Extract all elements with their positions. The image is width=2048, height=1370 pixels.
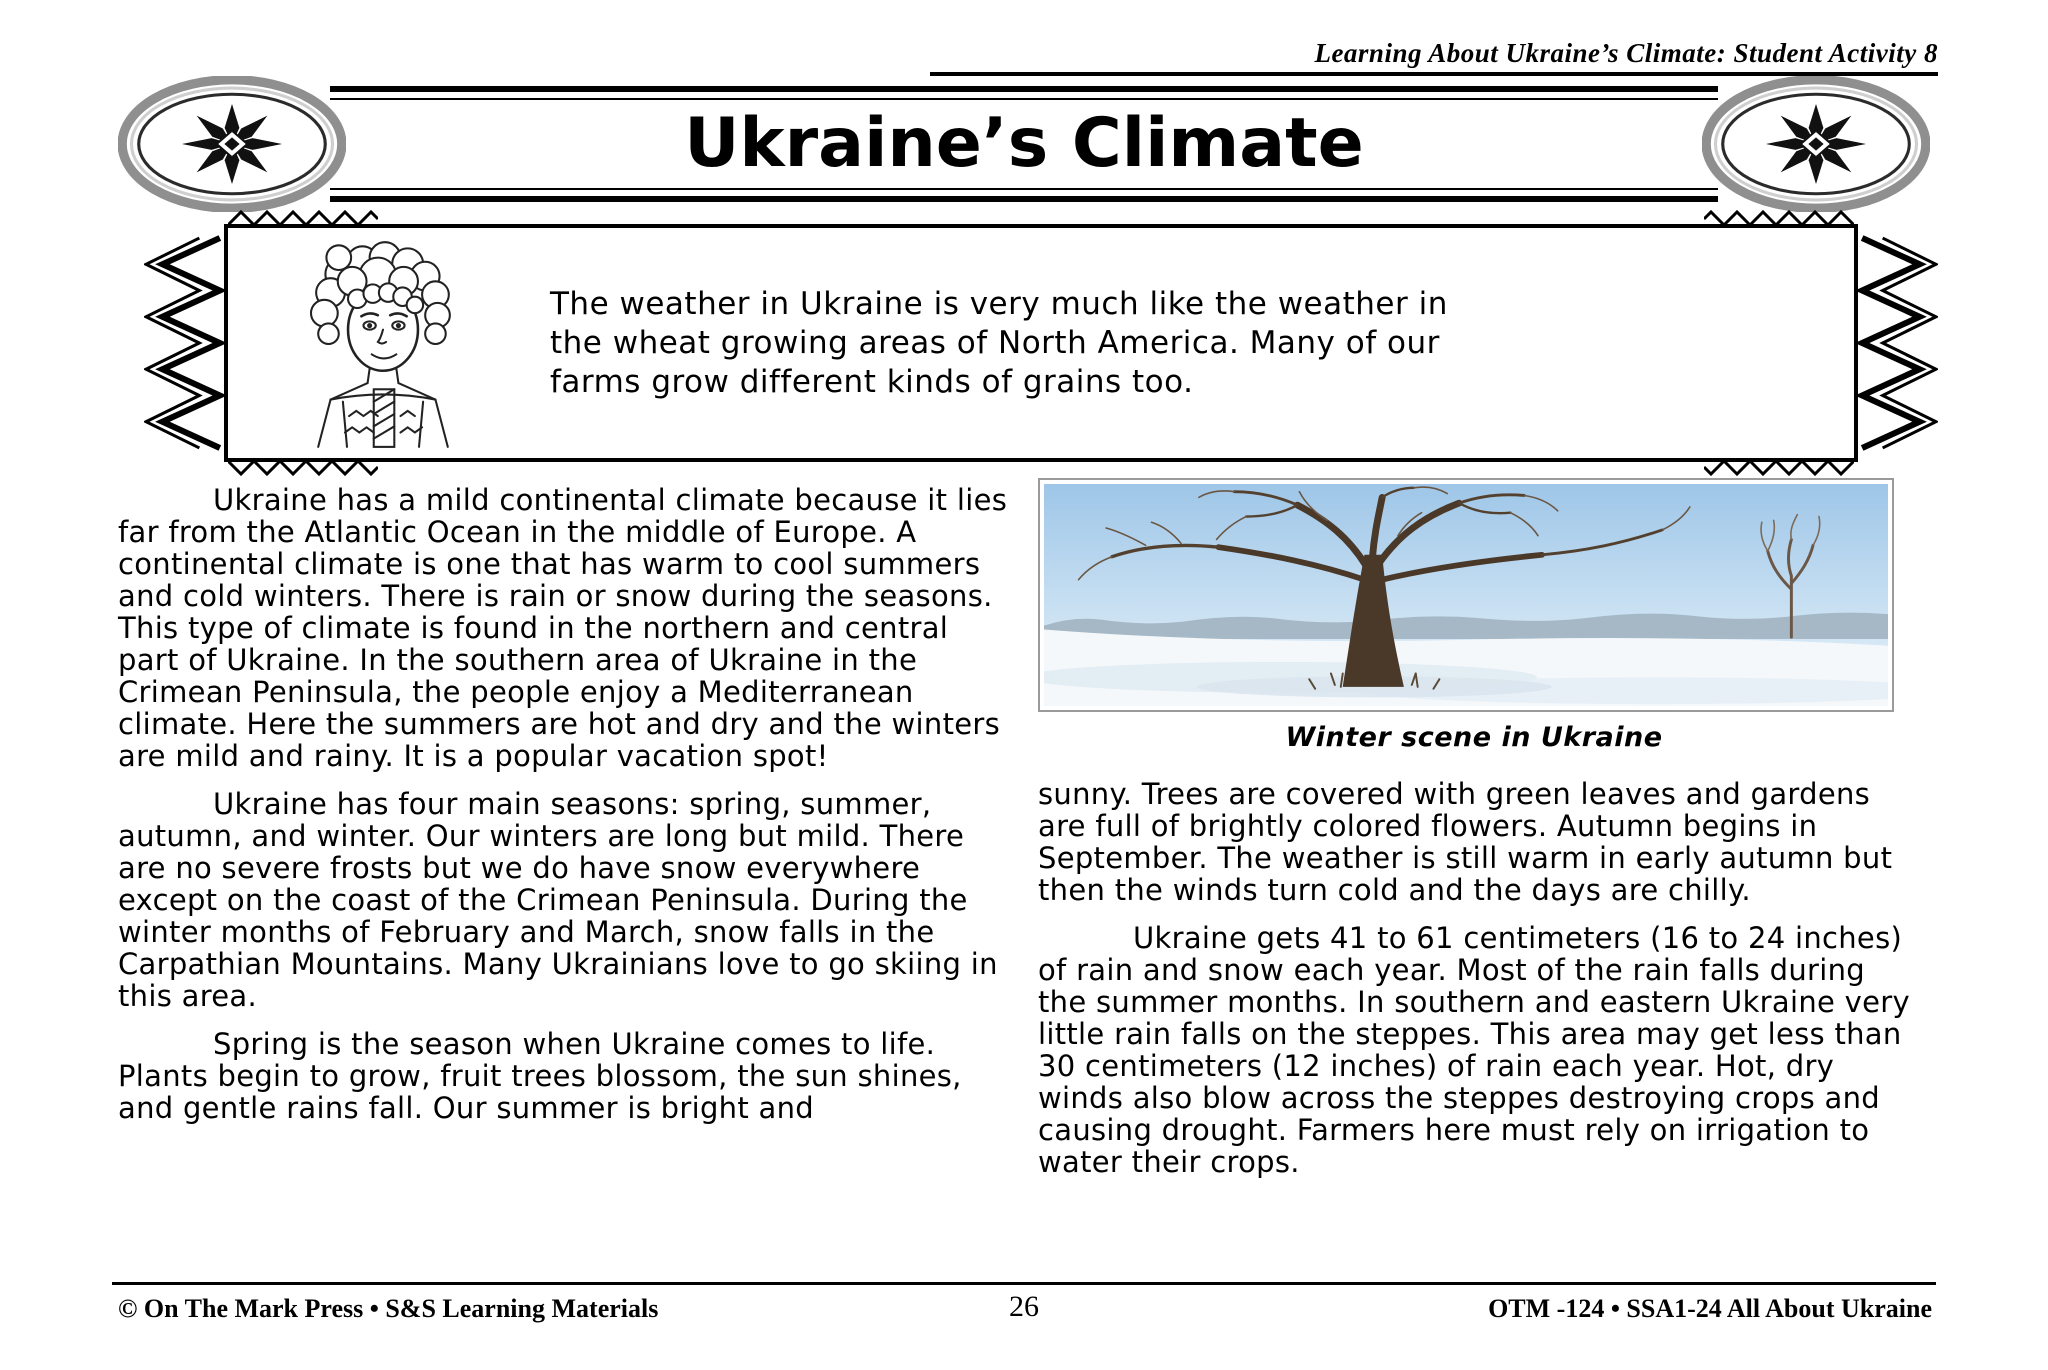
intro-panel (148, 224, 1934, 462)
title-banner-bar (330, 86, 1718, 202)
activity-header-label: Learning About Ukraine’s Climate: Student Activity 8 (1314, 38, 1938, 68)
right-column (1038, 478, 1910, 1194)
paragraph-seasons: Ukraine has four main seasons: spring, summer, autumn, and winter. Our winters are long but mild. There are no severe frosts but we do have snow everywhere except on the coast of the Crimean Peninsula. During the winter months of February and March, snow falls in the Carpathian Mountains. Many Ukrainians love to go skiing in this area. (118, 787, 998, 1013)
paragraph-spring: Spring is the season when Ukraine comes to life. Plants begin to grow, fruit trees blossom, the sun shines, and gentle rains fall. Our summer is bright and (118, 1027, 962, 1125)
footer-publisher: © On The Mark Press • S&S Learning Materials (118, 1294, 659, 1323)
child-portrait-drawing (267, 235, 499, 451)
paragraph-summer: sunny. Trees are covered with green leaves and gardens are full of brightly colored flowers. Autumn begins in September. The weather is still warm in early autumn but then the winds turn cold and the days are chilly. (1038, 777, 1893, 907)
page-number: 26 (1009, 1290, 1039, 1323)
left-column (118, 484, 1010, 1140)
page-title: Ukraine’s Climate (654, 110, 1394, 178)
winter-scene-image (1044, 484, 1888, 706)
zigzag-ornament-right-icon (1856, 232, 1938, 454)
footer-product-code: OTM -124 • SSA1-24 All About Ukraine (1488, 1294, 1932, 1323)
child-portrait-illustration (228, 235, 538, 451)
paragraph-climate: Ukraine has a mild continental climate because it lies far from the Atlantic Ocean in the middle of Europe. A continental climate is one that has warm to cool summers and cold winters. There is rain or snow during the seasons. This type of climate is found in the northern and central part of Ukraine. In the southern area of Ukraine in the Crimean Peninsula, the people enjoy a Mediterranean climate. Here the summers are hot and dry and the winters are mild and rainy. It is a popular vacation spot! (118, 483, 1008, 773)
title-banner (112, 76, 1936, 212)
footer-rule (112, 1282, 1936, 1285)
zigzag-ornament-left-icon (144, 232, 226, 454)
winter-photo (1038, 478, 1894, 712)
intro-text: The weather in Ukraine is very much like the weather in the wheat growing areas of North America. Many of our farms grow different kinds of grains too. (550, 285, 1448, 400)
paragraph-rainfall: Ukraine gets 41 to 61 centimeters (16 to 24 inches) of rain and snow each year. Most of the rain falls during the summer months. In southern and eastern Ukraine very little rain falls on the steppes. This area may get less than 30 centimeters (12 inches) of rain each year. Hot, dry winds also blow across the steppes destroying crops and causing drought. Farmers here must rely on irrigation to water their crops. (1038, 921, 1910, 1179)
photo-caption: Winter scene in Ukraine (1285, 722, 1663, 753)
folk-star-ornament-left-icon (118, 76, 346, 212)
activity-header (930, 38, 1938, 76)
folk-star-ornament-right-icon (1702, 76, 1930, 212)
intro-box (224, 224, 1858, 462)
